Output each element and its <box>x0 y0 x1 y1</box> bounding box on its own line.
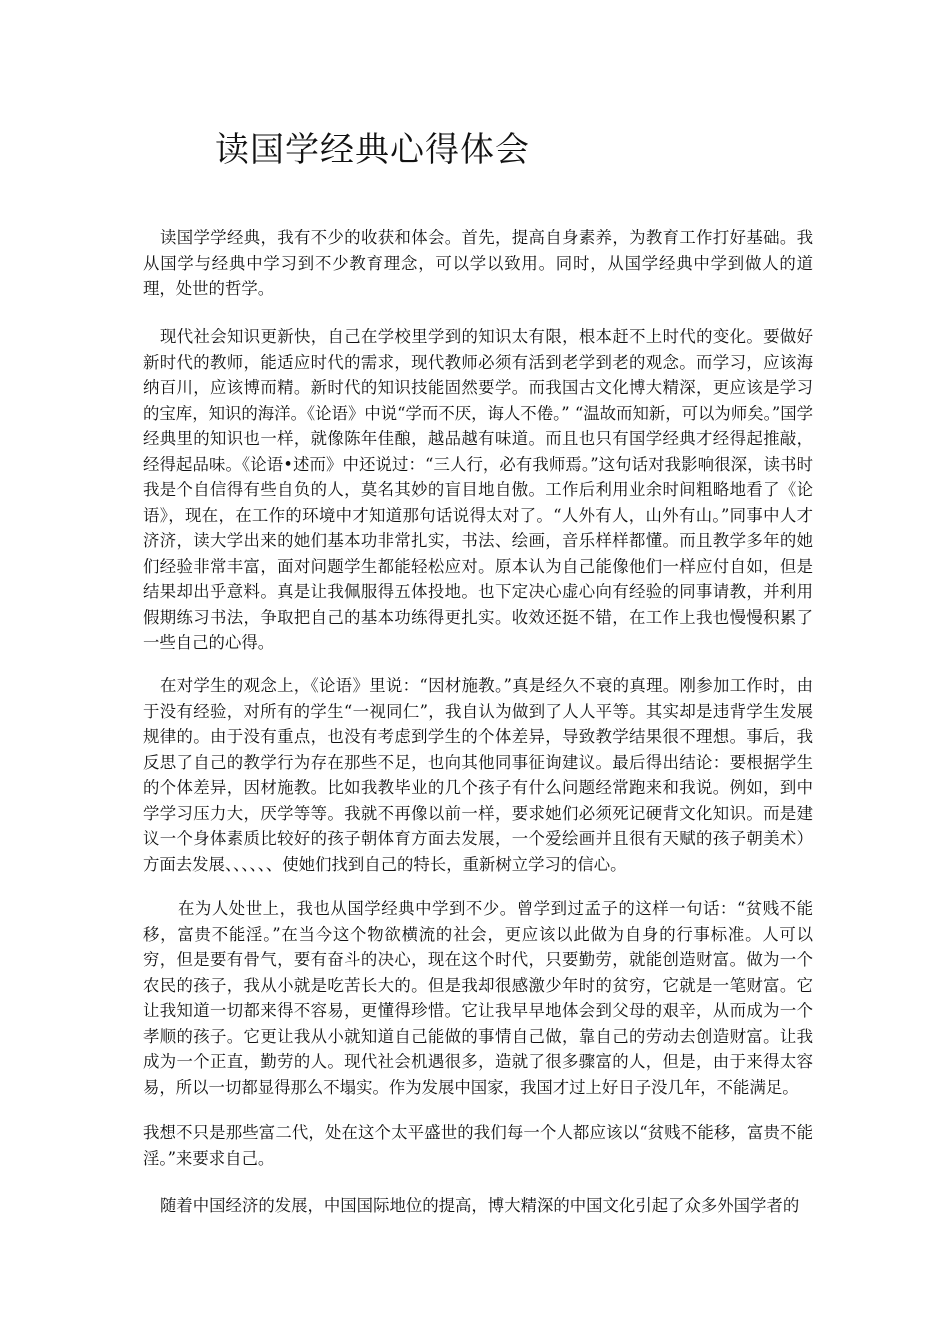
document-title: 读国学经典心得体会 <box>215 130 530 170</box>
paragraph-5: 我想不只是那些富二代，处在这个太平盛世的我们每一个人都应该以“贫贱不能移，富贵不能淫。”来要求自己。 <box>143 1123 813 1168</box>
paragraph-6: 随着中国经济的发展，中国国际地位的提高，博大精深的中国文化引起了众多外国学者的 <box>160 1196 800 1215</box>
paragraph-4: 在为人处世上，我也从国学经典中学到不少。曾学到过孟子的这样一句话：“贫贱不能移，富贵不能淫。”在当今这个物欲横流的社会，更应该以此做为自身的行事标准。人可以穷，但是要有骨气，要有奋斗的决心，现在这个时代，只要勤劳，就能创造财富。做为一个农民的孩子，我从小就是吃苦长大的。但是我却很感激少年时的贫穷，它就是一笔财富。它让我知道一切都来得不容易，更懂得珍惜。它让我早早地体会到父母的艰辛，从而成为一个孝顺的孩子。它更让我从小就知道自己能做的事情自己做，靠自己的劳动去创造财富。让我成为一个正直，勤劳的人。现代社会机遇很多，造就了很多骤富的人，但是，由于来得太容易，所以一切都显得那么不塌实。作为发展中国家，我国才过上好日子没几年，不能满足。 <box>143 899 813 1097</box>
paragraph-3: 在对学生的观念上，《论语》里说：“因材施教。”真是经久不衰的真理。刚参加工作时，由于没有经验，对所有的学生“一视同仁”，我自认为做到了人人平等。其实却是违背学生发展规律的。由于没有重点，也没有考虑到学生的个体差异，导致教学结果很不理想。事后，我反思了自己的教学行为存在那些不足，也向其他同事征询建议。最后得出结论：要根据学生的个体差异，因材施教。比如我教毕业的几个孩子有什么问题经常跑来和我说。例如，到中学学习压力大，厌学等等。我就不再像以前一样，要求她们必须死记硬背文化知识。而是建议一个身体素质比较好的孩子朝体育方面去发展，一个爱绘画并且很有天赋的孩子朝美术）方面去发展、、、、、、使她们找到自己的特长，重新树立学习的信心。 <box>143 676 813 874</box>
paragraph-1: 读国学学经典，我有不少的收获和体会。首先，提高自身素养，为教育工作打好基础。我从国学与经典中学习到不少教育理念，可以学以致用。同时，从国学经典中学到做人的道理，处世的哲学。 <box>143 228 813 298</box>
paragraph-2: 现代社会知识更新快，自己在学校里学到的知识太有限，根本赶不上时代的变化。要做好新时代的教师，能适应时代的需求，现代教师必须有活到老学到老的观念。而学习，应该海纳百川，应该博而精。新时代的知识技能固然要学。而我国古文化博大精深，更应该是学习的宝库，知识的海洋。《论语》中说“学而不厌，诲人不倦。” “温故而知新，可以为师矣。”国学经典里的知识也一样，就像陈年佳酿，越品越有味道。而且也只有国学经典才经得起推敲，经得起品味。《论语•述而》中还说过：“三人行，必有我师焉。”这句话对我影响很深，读书时我是个自信得有些自负的人，莫名其妙的盲目地自傲。工作后利用业余时间粗略地看了《论语》，现在，在工作的环境中才知道那句话说得太对了。“人外有人，山外有山。”同事中人才济济，读大学出来的她们基本功非常扎实，书法、绘画，音乐样样都懂。而且教学多年的她们经验非常丰富，面对问题学生都能轻松应对。原本认为自己能像他们一样应付自如，但是结果却出乎意料。真是让我佩服得五体投地。也下定决心虚心向有经验的同事请教，并利用假期练习书法，争取把自己的基本功练得更扎实。收效还挺不错，在工作上我也慢慢积累了一些自己的心得。 <box>143 327 813 652</box>
